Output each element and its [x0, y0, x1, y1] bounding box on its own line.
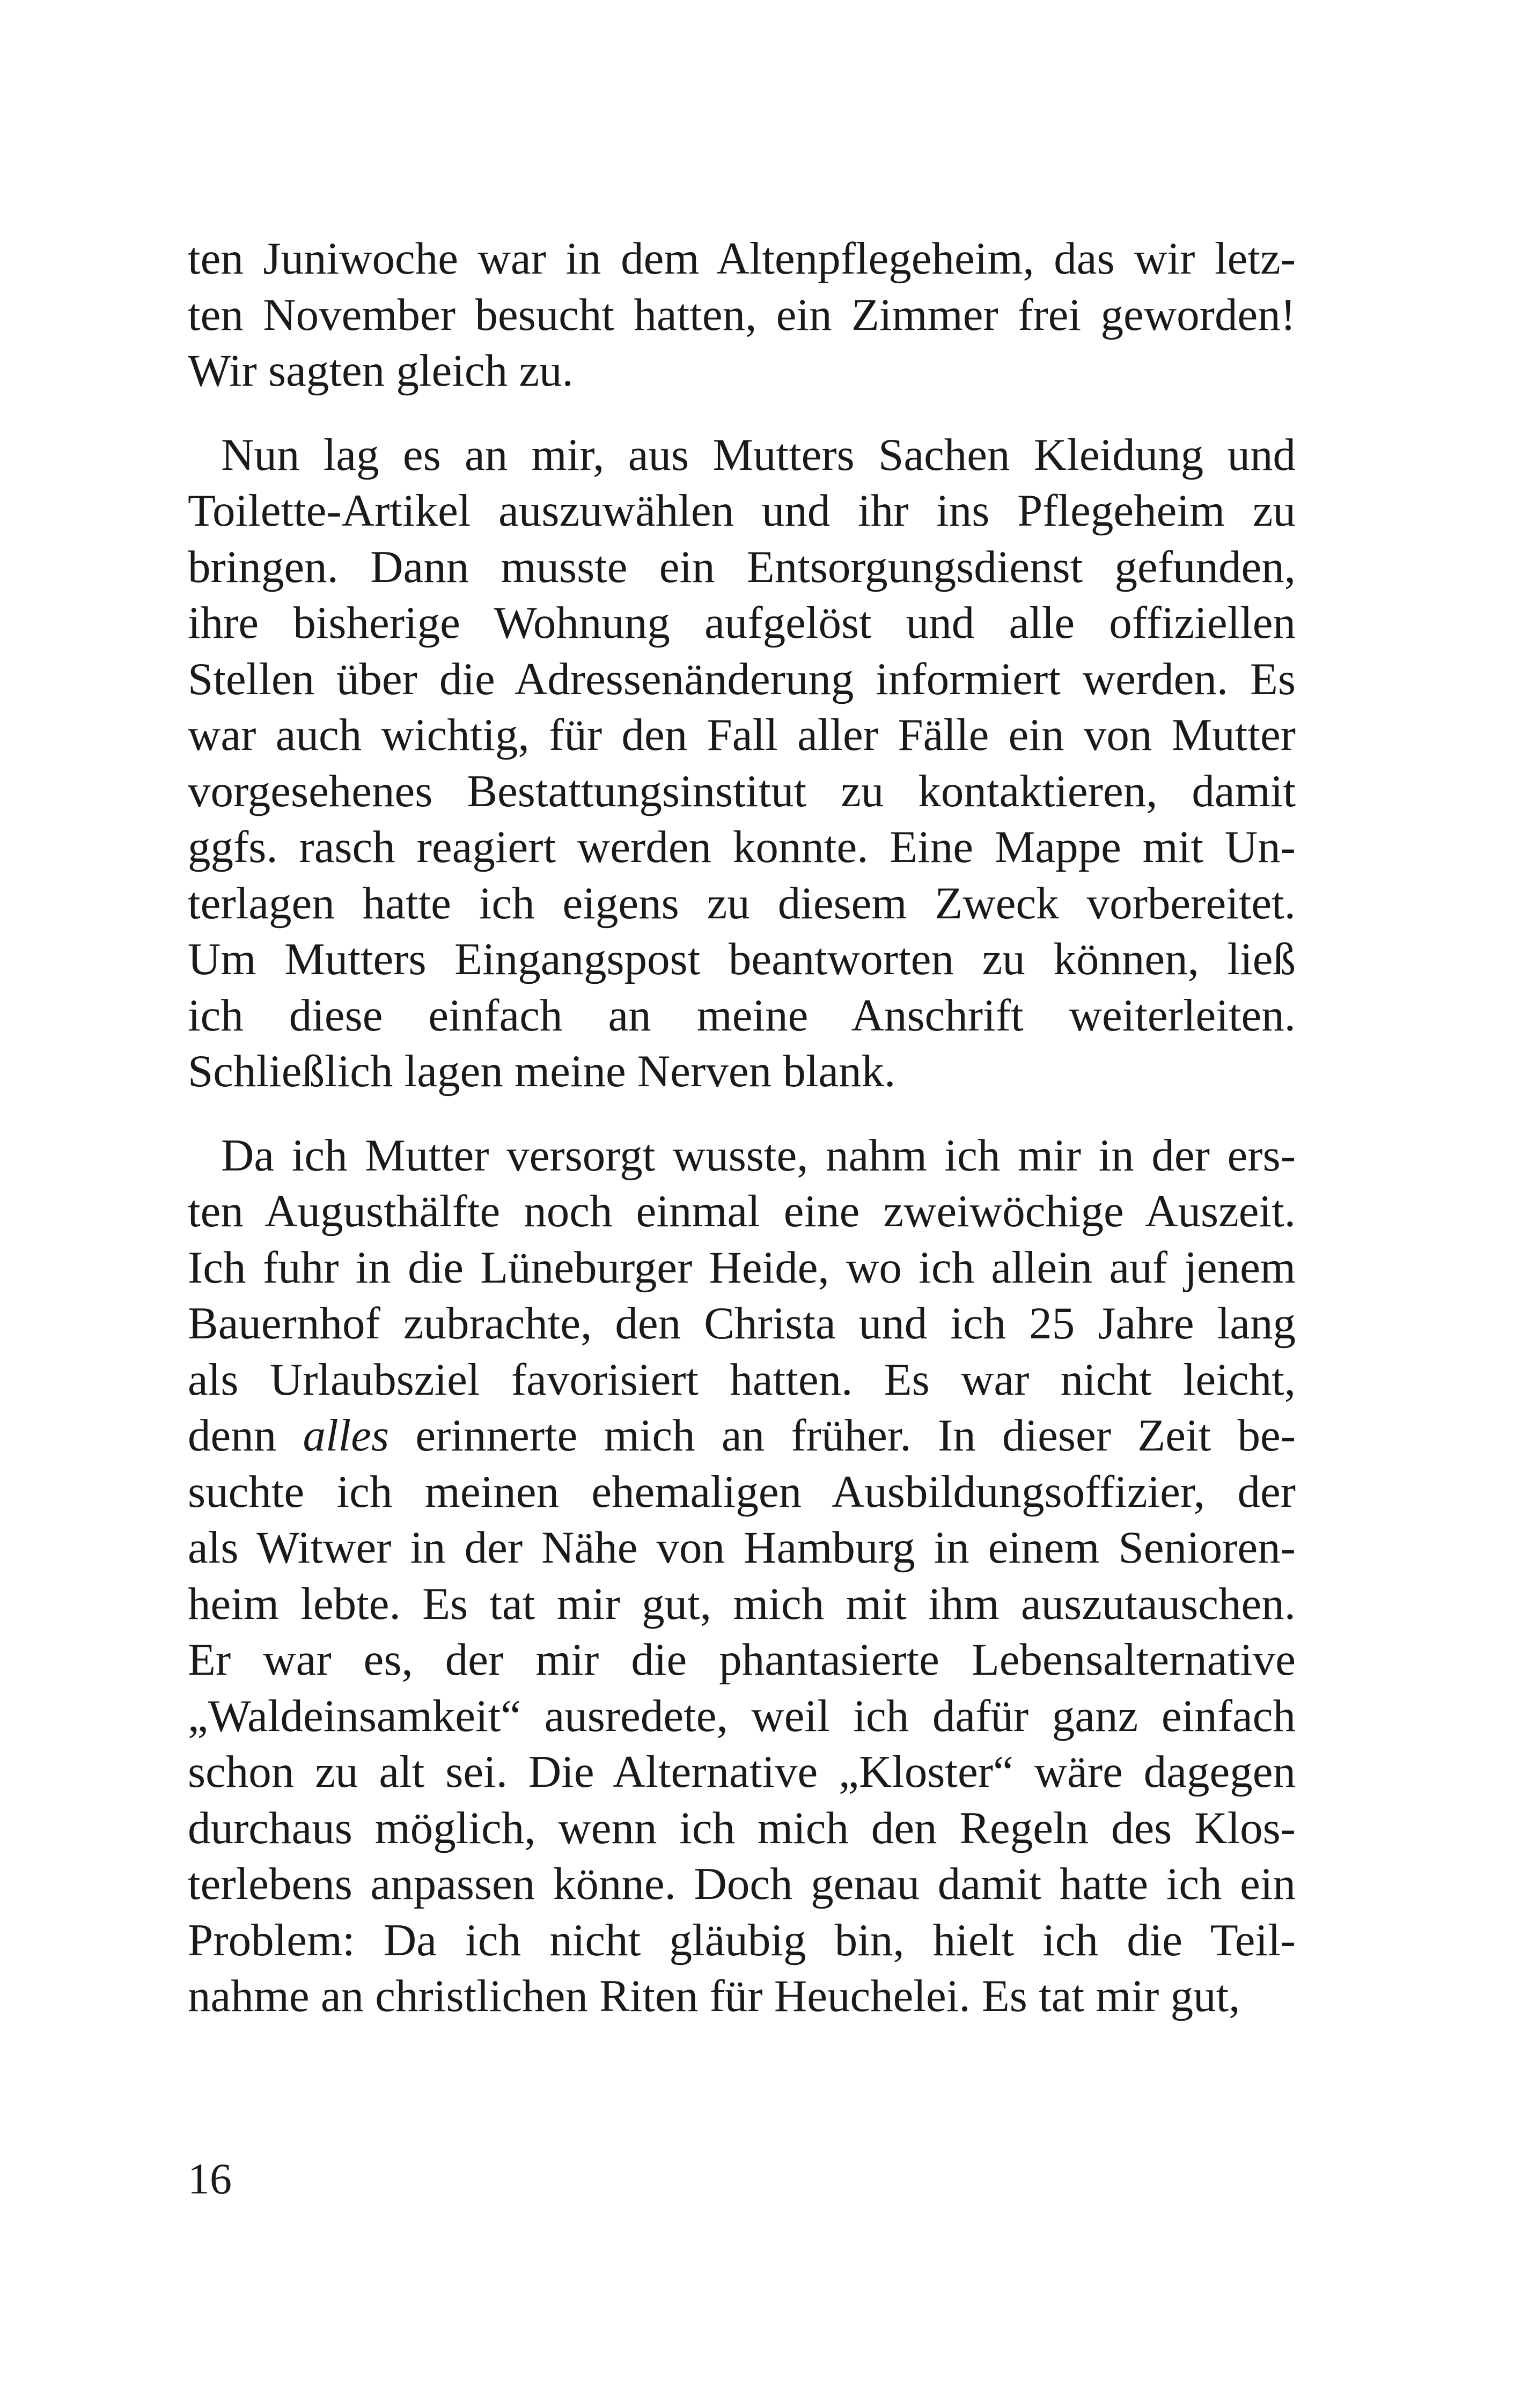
text-line [188, 1856, 1296, 1912]
line-text: als Witwer in der Nähe von Hamburg in einem Senioren- [188, 1522, 1296, 1573]
line-text: Stellen über die Adressenänderung informiert werden. Es [188, 653, 1296, 704]
text-line [188, 1240, 1296, 1296]
text-line [188, 707, 1296, 763]
line-text: ich diese einfach an meine Anschrift weiterleiten. [188, 990, 1296, 1041]
line-text: ggfs. rasch reagiert werden konnte. Eine Mappe mit Un- [188, 822, 1296, 872]
text-line [188, 1968, 1296, 2024]
line-text: Ich fuhr in die Lüneburger Heide, wo ich allein auf jenem [188, 1242, 1296, 1293]
text-line [188, 343, 1296, 399]
line-text: Bauernhof zubrachte, den Christa und ich 25 Jahre lang [188, 1298, 1296, 1349]
text-line [188, 231, 1296, 287]
paragraph-gap [188, 1100, 1296, 1128]
line-text: suchte ich meinen ehemaligen Ausbildungsoffizier, der [188, 1466, 1296, 1517]
text-line [188, 539, 1296, 595]
text-line [188, 1576, 1296, 1632]
line-text: Um Mutters Eingangspost beantworten zu können, ließ [188, 934, 1296, 984]
line-text: Problem: Da ich nicht gläubig bin, hielt ich die Teil- [188, 1914, 1296, 1965]
line-text: Toilette-Artikel auszuwählen und ihr ins Pflegeheim zu [188, 485, 1296, 536]
line-text: Wir sagten gleich zu. [188, 345, 574, 396]
text-line [188, 1800, 1296, 1857]
line-text: Er war es, der mir die phantasierte Lebensalternative [188, 1634, 1296, 1685]
page-number: 16 [188, 2154, 232, 2203]
line-text: Nun lag es an mir, aus Mutters Sachen Kleidung und [221, 429, 1296, 480]
text-line [188, 595, 1296, 651]
text-line [188, 1632, 1296, 1688]
line-text: heim lebte. Es tat mir gut, mich mit ihm auszutauschen. [188, 1578, 1296, 1629]
text-line [188, 875, 1296, 932]
text-line [188, 1352, 1296, 1408]
paragraph [188, 1128, 1296, 2024]
text-line [188, 1464, 1296, 1520]
line-text: bringen. Dann musste ein Entsorgungsdienst gefunden, [188, 541, 1296, 592]
line-text: Schließlich lagen meine Nerven blank. [188, 1046, 896, 1096]
line-text: war auch wichtig, für den Fall aller Fälle ein von Mutter [188, 710, 1296, 760]
text-line [188, 1043, 1296, 1100]
emphasis-text: alles [303, 1410, 390, 1461]
line-text: vorgesehenes Bestattungsinstitut zu kontaktieren, damit [188, 765, 1296, 816]
line-text: terlagen hatte ich eigens zu diesem Zweck vorbereitet. [188, 878, 1296, 929]
line-text: als Urlaubsziel favorisiert hatten. Es war nicht leicht, [188, 1354, 1296, 1405]
text-line [188, 483, 1296, 539]
text-line [188, 1688, 1296, 1744]
text-line [188, 763, 1296, 820]
paragraph [188, 427, 1296, 1100]
text-line [188, 1295, 1296, 1352]
text-line [188, 988, 1296, 1044]
text-line [188, 287, 1296, 343]
line-text: ten November besucht hatten, ein Zimmer frei geworden! [188, 289, 1296, 340]
line-text: erinnerte mich an früher. In dieser Zeit be- [389, 1410, 1296, 1461]
text-line [188, 1128, 1296, 1184]
text-line [188, 427, 1296, 483]
line-text: ihre bisherige Wohnung aufgelöst und alle offiziellen [188, 598, 1296, 648]
paragraph [188, 231, 1296, 399]
line-text: ten Augusthälfte noch einmal eine zweiwöchige Auszeit. [188, 1186, 1296, 1236]
line-text: Da ich Mutter versorgt wusste, nahm ich mir in der ers- [221, 1130, 1296, 1181]
text-line [188, 1408, 1296, 1464]
line-text: „Waldeinsamkeit“ ausredete, weil ich dafür ganz einfach [188, 1690, 1296, 1741]
text-line [188, 1744, 1296, 1800]
text-line [188, 819, 1296, 875]
text-line [188, 1520, 1296, 1576]
line-text: ten Juniwoche war in dem Altenpflegeheim, das wir letz- [188, 233, 1296, 284]
page-body-text [188, 231, 1296, 2024]
text-line [188, 931, 1296, 988]
line-text: terlebens anpassen könne. Doch genau damit hatte ich ein [188, 1859, 1296, 1909]
line-text: nahme an christlichen Riten für Heuchelei. Es tat mir gut, [188, 1971, 1240, 2021]
line-text: denn [188, 1410, 303, 1461]
paragraph-gap [188, 399, 1296, 427]
line-text: schon zu alt sei. Die Alternative „Kloster“ wäre dagegen [188, 1747, 1296, 1797]
text-line [188, 1183, 1296, 1240]
text-line [188, 1912, 1296, 1969]
text-line [188, 651, 1296, 708]
line-text: durchaus möglich, wenn ich mich den Regeln des Klos- [188, 1802, 1296, 1853]
